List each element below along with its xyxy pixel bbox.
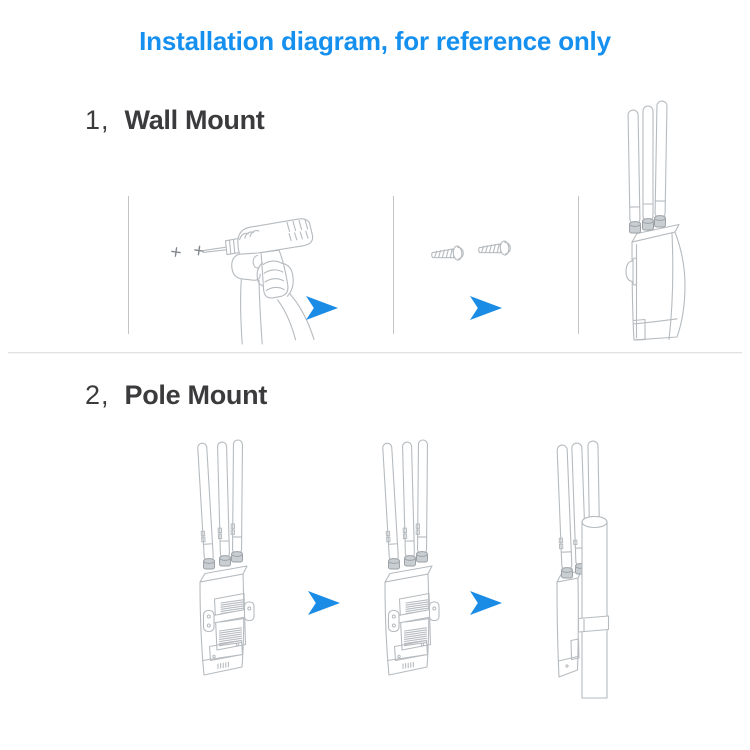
drill-handle — [261, 250, 288, 298]
drill-with-hands-illustration — [140, 200, 340, 345]
drill-trigger — [253, 255, 259, 268]
section-divider-line — [8, 352, 742, 354]
access-point-wall-mounted-illustration — [603, 93, 710, 350]
drill-bit — [203, 247, 226, 252]
access-point-back-bracket-illustration — [373, 432, 453, 694]
section-1-heading — [85, 105, 265, 136]
section-1-number: 1, — [85, 105, 110, 135]
wall-surface-line — [128, 196, 129, 334]
arrow-right-icon — [469, 590, 503, 616]
drill-mark-plus — [194, 246, 203, 255]
page-title: Installation diagram, for reference only — [139, 26, 611, 56]
section-1-label: Wall Mount — [124, 105, 265, 135]
two-screws-illustration — [428, 236, 520, 268]
arrow-right-icon — [305, 295, 339, 321]
panel-divider-line — [578, 196, 579, 334]
panel-divider-line — [393, 196, 394, 334]
access-point-on-pole-illustration — [540, 430, 625, 710]
section-2-label: Pole Mount — [124, 380, 268, 410]
section-2-heading — [85, 380, 267, 411]
drill-mark-plus — [171, 247, 180, 256]
access-point-back-bracket-illustration — [188, 432, 268, 694]
arrow-right-icon — [307, 590, 341, 616]
screw-icon — [431, 246, 464, 263]
screw-icon — [478, 241, 511, 258]
arrow-right-icon — [469, 295, 503, 321]
section-2-number: 2, — [85, 380, 110, 410]
